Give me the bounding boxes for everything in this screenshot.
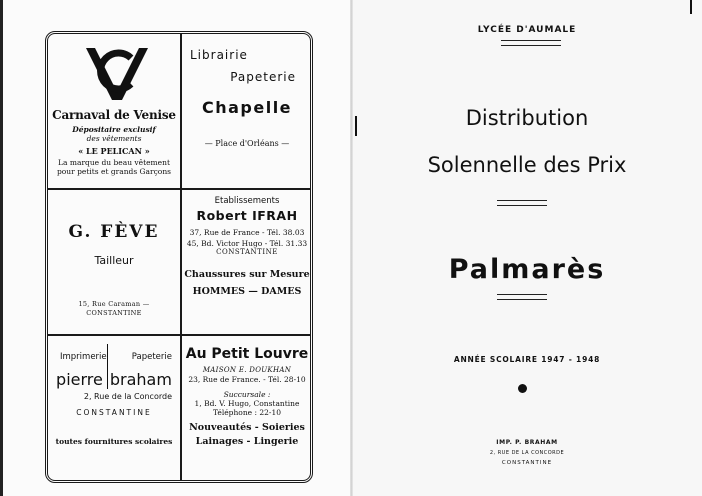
feve-address: 15, Rue Caraman — CONSTANTINE [78,300,150,317]
scan-edge-left [0,0,3,496]
ornament-dot [518,384,527,393]
ifrah-sub: HOMMES — DAMES [192,286,302,297]
braham-address: 2, Rue de la Concorde [83,392,172,401]
title-line1: Distribution [465,106,589,130]
louvre-product2: Lainages - Lingerie [195,436,299,447]
feve-ad [50,222,178,267]
ifrah-addr2: 45, Bd. Victor Hugo - Tél. 31.33 [186,239,308,248]
feve-trade: Tailleur [94,254,134,267]
louvre-phone: Téléphone : 22-10 [212,408,282,417]
school-rule [501,40,561,46]
braham-name [50,370,178,389]
braham-tagline: toutes fournitures scolaires [55,437,173,446]
printer-city: CONSTANTINE [501,460,553,466]
ads-row-divider-2 [47,334,311,336]
ifrah-name: Robert IFRAH [196,208,298,223]
louvre-maison: MAISON E. DOUKHAN [202,366,292,374]
louvre-product1: Nouveautés - Soieries [189,422,305,433]
chapelle-line2: Papeterie [230,70,296,84]
carnaval-line2: des vêtements [86,134,142,143]
chapelle-address: — Place d'Orléans — [204,139,290,148]
louvre-ad [184,346,310,447]
scan-edge-mark [690,0,692,14]
page-fold [350,0,353,496]
carnaval-line3: La marque du beau vêtement [58,158,170,167]
ifrah-ad [184,196,310,297]
palmares-title: Palmarès [448,254,606,285]
carnaval-brand: « LE PELICAN » [78,146,150,156]
chapelle-ad [184,48,310,148]
printer-name: IMP. P. BRAHAM [496,439,558,446]
braham-city: CONSTANTINE [76,408,152,417]
ifrah-city: CONSTANTINE [216,248,278,256]
braham-name2: braham [107,344,172,389]
school-name: LYCÉE D'AUMALE [477,25,577,35]
braham-ad [50,352,178,446]
louvre-succursale: Succursale : [223,390,271,399]
braham-left: Imprimerie [60,352,107,362]
vc-logo [82,44,152,104]
chapelle-line1: Librairie [190,48,248,62]
printer-address: 2, RUE DE LA CONCORDE [489,450,565,456]
feve-address-wrap [50,300,178,318]
right-page [352,0,702,496]
ifrah-label: Etablissements [214,196,280,206]
palmares-rule [497,294,547,300]
braham-right: Papeterie [131,352,172,362]
louvre-addr: 23, Rue de France. - Tél. 28-10 [188,375,306,384]
carnaval-name: Carnaval de Venise [52,108,176,122]
louvre-succ-addr: 1, Bd. V. Hugo, Constantine [194,399,300,408]
braham-name1: pierre [56,370,103,389]
carnaval-line4: pour petits et grands Garçons [56,167,172,176]
ads-row-divider-1 [47,188,311,190]
title-rule [497,200,547,206]
carnaval-details [50,125,178,176]
ifrah-addr1: 37, Rue de France - Tél. 38.03 [189,228,305,237]
title-line2: Solennelle des Prix [427,153,627,177]
feve-name: G. FÈVE [68,222,160,242]
louvre-name: Au Petit Louvre [185,346,309,362]
carnaval-line1: Dépositaire exclusif [72,125,156,134]
school-year: ANNÉE SCOLAIRE 1947 - 1948 [453,355,601,364]
chapelle-name: Chapelle [201,98,293,117]
ifrah-product: Chaussures sur Mesure [184,269,310,280]
ads-column-divider [180,33,182,480]
